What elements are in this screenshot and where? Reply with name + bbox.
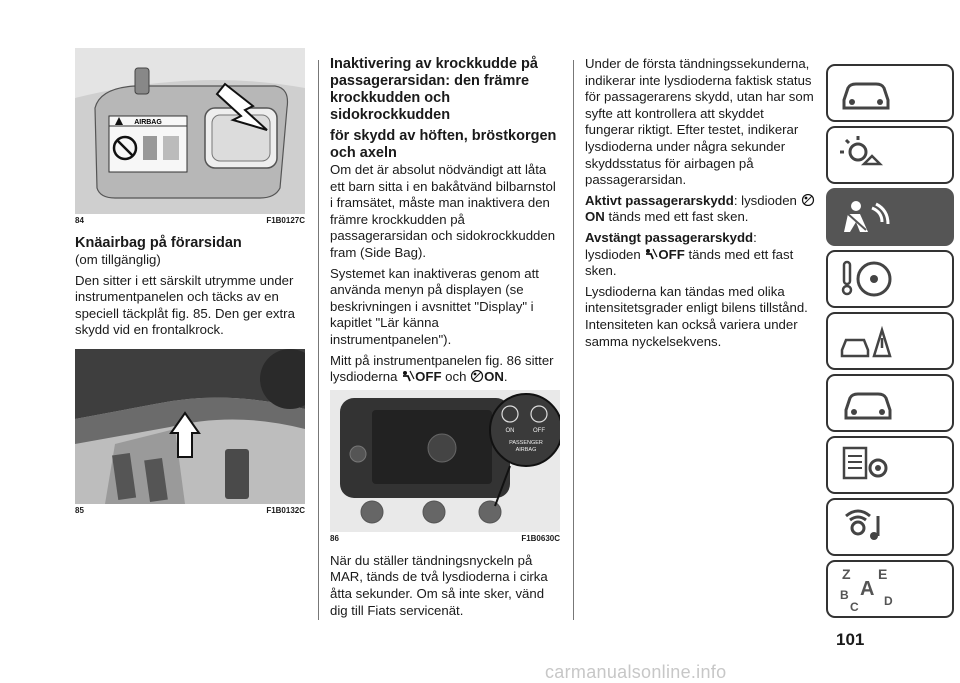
figure-84-caption — [75, 216, 305, 225]
figure-85-knee-airbag — [75, 349, 305, 504]
figure-code: F1B0132C — [266, 505, 305, 515]
display-passenger-text: PASSENGER — [509, 439, 543, 446]
airbag-sticker-text: AIRBAG — [134, 119, 162, 126]
index-letter: D — [884, 594, 893, 608]
tab-maintenance[interactable] — [826, 374, 954, 432]
on-label: ON — [484, 369, 504, 385]
index-letter: Z — [842, 566, 851, 582]
figure-86-caption — [330, 534, 560, 543]
airbag-off-icon — [644, 248, 658, 260]
paragraph-led-reference — [330, 353, 560, 386]
airbag-seatbelt-icon — [838, 196, 898, 238]
crash-icon — [838, 320, 898, 362]
column-right — [585, 56, 815, 354]
conjunction: och — [445, 369, 467, 385]
paragraph: Om det är absolut nödvändigt att låta ett barn sitta i en bakåtvänd bilbarnstol i framsätet, måste man inaktivera den främre krockkudden på passagerarsidan och sidokrockkudden fram (Side Bag). — [330, 162, 556, 260]
paragraph-active — [585, 193, 815, 226]
section-heading: Inaktivering av krockkudde på passagerarsidan: den främre krockkudden och sidokrockkudden — [330, 56, 538, 123]
off-heading: Avstängt passagerarskydd — [585, 229, 754, 245]
tab-emergency[interactable] — [826, 312, 954, 370]
paragraph: Under de första tändningssekunderna, indikerar inte lysdioderna faktisk status för passagerarens skydd, utan har som syfte att kontrollera att skyddet fungerar riktigt. Efter testet, indikerar lysdioderna under några sekunder skyddsstatus för airbagen på passagerarsidan. — [585, 56, 814, 188]
car-icon — [838, 72, 898, 114]
tab-safety[interactable] — [826, 188, 954, 246]
off-label: OFF — [658, 246, 685, 262]
warning-lights-icon — [838, 134, 898, 176]
paragraph: Den sitter i ett särskilt utrymme under instrumentpanelen och täcks av en speciell täckplåt fig. 85. Den ger extra skydd vid en frontalkrock. — [75, 272, 295, 338]
paragraph-text: tänds med ett fast sken. — [608, 209, 749, 225]
column-middle — [330, 56, 560, 623]
active-heading: Aktivt passagerarskydd — [585, 192, 734, 208]
off-label: OFF — [415, 369, 442, 385]
column-divider — [573, 60, 574, 620]
figure-number: 85 — [75, 505, 84, 515]
figure-86-dashboard-display — [330, 390, 560, 532]
index-letter: B — [840, 588, 849, 602]
airbag-on-icon — [801, 194, 815, 206]
tab-car-overview[interactable] — [826, 64, 954, 122]
paragraph: När du ställer tändningsnyckeln på MAR, tänds de två lysdioderna i cirka åtta sekunder. Om så inte sker, vänd dig till Fiats servicenät. — [330, 552, 548, 618]
page-number: 101 — [836, 630, 865, 649]
period: . — [503, 369, 508, 385]
paragraph: Systemet kan inaktiveras genom att använda menyn på displayen (se beskrivningen i avsnittet "Display" i kapitlet "Lär känna instrumentpanelen"). — [330, 265, 539, 347]
tab-warning-lights[interactable] — [826, 126, 954, 184]
key-steering-icon — [838, 258, 898, 300]
section-heading: Knäairbag på förarsidan — [75, 235, 242, 251]
on-label: ON — [585, 209, 605, 225]
paragraph-off — [585, 230, 815, 280]
section-subheading: för skydd av höften, bröstkorgen och axeln — [330, 128, 557, 161]
figure-code: F1B0630C — [521, 533, 560, 543]
display-on-text: ON — [505, 427, 515, 434]
paragraph: Lysdioderna kan tändas med olika intensitetsgrader enligt bilens tillstånd. Intensiteten kan också variera under samma nyckelsekvens. — [585, 283, 808, 349]
figure-number: 86 — [330, 533, 339, 543]
index-icon — [838, 565, 918, 613]
paragraph-text: Mitt på instrumentpanelen fig. 86 sitter lysdioderna — [330, 352, 554, 385]
tab-technical-data[interactable] — [826, 436, 954, 494]
figure-85-caption — [75, 506, 305, 515]
column-left — [75, 48, 305, 525]
column-divider — [318, 60, 319, 620]
paragraph-text: lysdioden — [585, 246, 641, 262]
tab-multimedia[interactable] — [826, 498, 954, 556]
airbag-off-icon — [401, 370, 415, 382]
tab-index[interactable] — [826, 560, 954, 618]
spec-gear-icon — [838, 444, 898, 486]
paragraph: (om tillgänglig) — [75, 252, 161, 267]
figure-84-sun-visor — [75, 48, 305, 214]
index-letter: E — [878, 566, 888, 582]
car-service-icon — [838, 382, 898, 424]
watermark: carmanualsonline.info — [545, 662, 727, 682]
index-letter: A — [860, 578, 875, 600]
display-airbag-text: AIRBAG — [515, 446, 537, 453]
multimedia-icon — [838, 506, 898, 548]
figure-code: F1B0127C — [266, 216, 305, 225]
index-letter: C — [850, 600, 859, 613]
paragraph-text: : — [753, 229, 757, 245]
display-off-text: OFF — [533, 427, 545, 434]
paragraph-text: tänds med ett fast sken. — [585, 246, 794, 279]
figure-number: 84 — [75, 216, 84, 225]
paragraph-text: : lysdioden — [733, 192, 797, 208]
airbag-on-icon — [470, 370, 484, 382]
tab-starting-driving[interactable] — [826, 250, 954, 308]
